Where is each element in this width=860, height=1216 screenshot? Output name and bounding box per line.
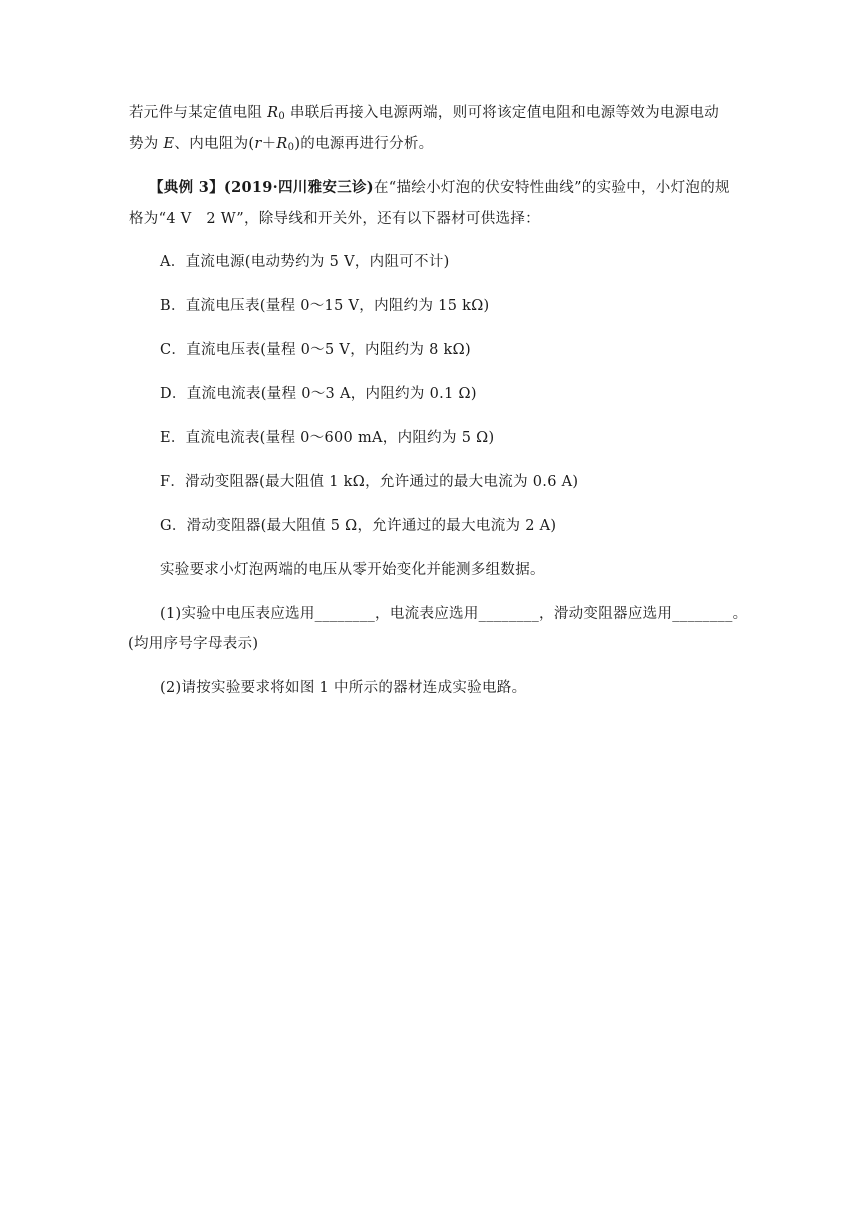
text-run: 若元件与某定值电阻 (129, 105, 268, 121)
text-run: 格为“4 V 2 W”，除导线和开关外，还有以下器材可供选择： (129, 211, 540, 227)
text-run: 串联后再接入电源两端，则可将该定值电阻和电源等效为电源电动 (285, 105, 720, 121)
text-run: )的电源再进行分析。 (294, 136, 434, 152)
symbol-E: E (163, 136, 175, 152)
example-tag: 【典例 3】(2019·四川雅安三诊) (149, 179, 374, 196)
option-c: C．直流电压表(量程 0～5 V，内阻约为 8 kΩ) (160, 342, 471, 358)
symbol-r: r (254, 136, 262, 152)
option-e: E．直流电流表(量程 0～600 mA，内阻约为 5 Ω) (160, 430, 495, 446)
plus-sign: ＋ (261, 136, 277, 152)
example-line-1 (149, 173, 761, 203)
question-2: (2)请按实验要求将如图 1 中所示的器材连成实验电路。 (160, 680, 527, 696)
text-run: 在“描绘小灯泡的伏安特性曲线”的实验中，小灯泡的规 (373, 180, 730, 196)
option-g: G．滑动变阻器(最大阻值 5 Ω，允许通过的最大电流为 2 A) (160, 518, 557, 534)
question-1-line-1: (1)实验中电压表应选用________，电流表应选用________，滑动变阻器应选用________。 (160, 606, 748, 622)
intro-line-2 (129, 129, 741, 159)
subscript-0: 0 (278, 111, 285, 122)
text-run: 、内电阻为( (174, 136, 255, 152)
question-1-line-2: (均用序号字母表示) (128, 636, 259, 652)
option-d: D．直流电流表(量程 0～3 A，内阻约为 0.1 Ω) (160, 386, 477, 402)
intro-line-1 (129, 98, 741, 128)
option-a: A．直流电源(电动势约为 5 V，内阻可不计) (160, 254, 450, 270)
example-line-2 (129, 204, 741, 234)
symbol-R: R (267, 105, 279, 121)
symbol-R: R (276, 136, 288, 152)
text-run: 势为 (129, 136, 164, 152)
option-b: B．直流电压表(量程 0～15 V，内阻约为 15 kΩ) (160, 298, 490, 314)
option-f: F．滑动变阻器(最大阻值 1 kΩ，允许通过的最大电流为 0.6 A) (160, 474, 579, 490)
requirement-text: 实验要求小灯泡两端的电压从零开始变化并能测多组数据。 (160, 562, 545, 578)
subscript-0: 0 (287, 142, 295, 153)
